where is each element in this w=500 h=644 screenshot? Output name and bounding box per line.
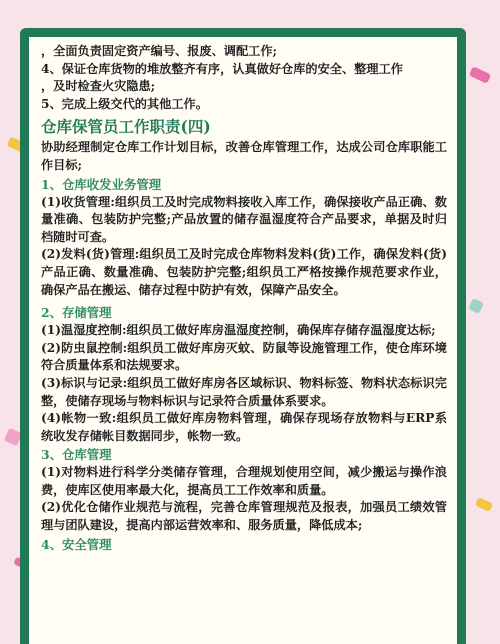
subsection-heading: 3、仓库管理 <box>41 447 112 463</box>
section-title: 仓库保管员工作职责(四) <box>41 117 211 137</box>
paragraph: (3)标识与记录:组织员工做好库房各区域标识、物料标签、物料状态标识完整，使储存现场与物料标识与记录符合质量体系要求。 <box>41 375 447 408</box>
document-card <box>29 37 457 644</box>
document-content <box>29 37 457 554</box>
paragraph: (1)温湿度控制:组织员工做好库房温湿度控制，确保库存储存温湿度达标; <box>41 323 436 338</box>
confetti-decoration <box>469 66 491 84</box>
paragraph: (1)对物料进行科学分类储存管理，合理规划使用空间，减少搬运与操作浪费，使库区使用率最大化，提高员工工作效率和质量。 <box>41 465 447 497</box>
body-line: ，全面负责固定资产编号、报废、调配工作; <box>41 44 278 58</box>
paragraph: (2)防虫鼠控制:组织员工做好库房灭蚊、防鼠等设施管理工作，使仓库环境符合质量体系和法规要求。 <box>41 340 447 373</box>
paragraph: (2)发料(货)管理:组织员工及时完成仓库物料发料(货)工作，确保发料(货)产品正确、数量准确、包装防护完整;组织员工严格按操作规范要求作业，确保产品在搬运、储存过程中防护有效，保障产品安全。 <box>41 247 447 297</box>
body-line: 4、保证仓库货物的堆放整齐有序，认真做好仓库的安全、整理工作 <box>41 61 403 76</box>
subsection-heading: 2、存储管理 <box>41 305 112 321</box>
paragraph: (1)收货管理:组织员工及时完成物料接收入库工作，确保接收产品正确、数量准确、包装防护完整;产品放置的储存温湿度符合产品要求，单据及时归档随时可查。 <box>41 194 447 244</box>
confetti-decoration <box>468 298 484 314</box>
subsection-heading: 4、安全管理 <box>41 536 112 552</box>
body-line: 5、完成上级交代的其他工作。 <box>41 96 208 111</box>
subsection-heading: 1、仓库收发业务管理 <box>41 176 162 192</box>
paragraph: (4)帐物一致:组织员工做好库房物料管理，确保存现场存放物料与ERP系统收发存储帐目数据同步，帐物一致。 <box>41 411 447 443</box>
intro-paragraph: 协助经理制定仓库工作计划目标，改善仓库管理工作，达成公司仓库职能工作目标; <box>41 140 447 172</box>
paragraph: (2)优化仓储作业规范与流程，完善仓库管理规范及报表，加强员工绩效管理与团队建设，提高内部运营效率和、服务质量，降低成本; <box>41 500 447 533</box>
body-line: ，及时检查火灾隐患; <box>41 79 156 94</box>
confetti-decoration <box>475 497 493 512</box>
